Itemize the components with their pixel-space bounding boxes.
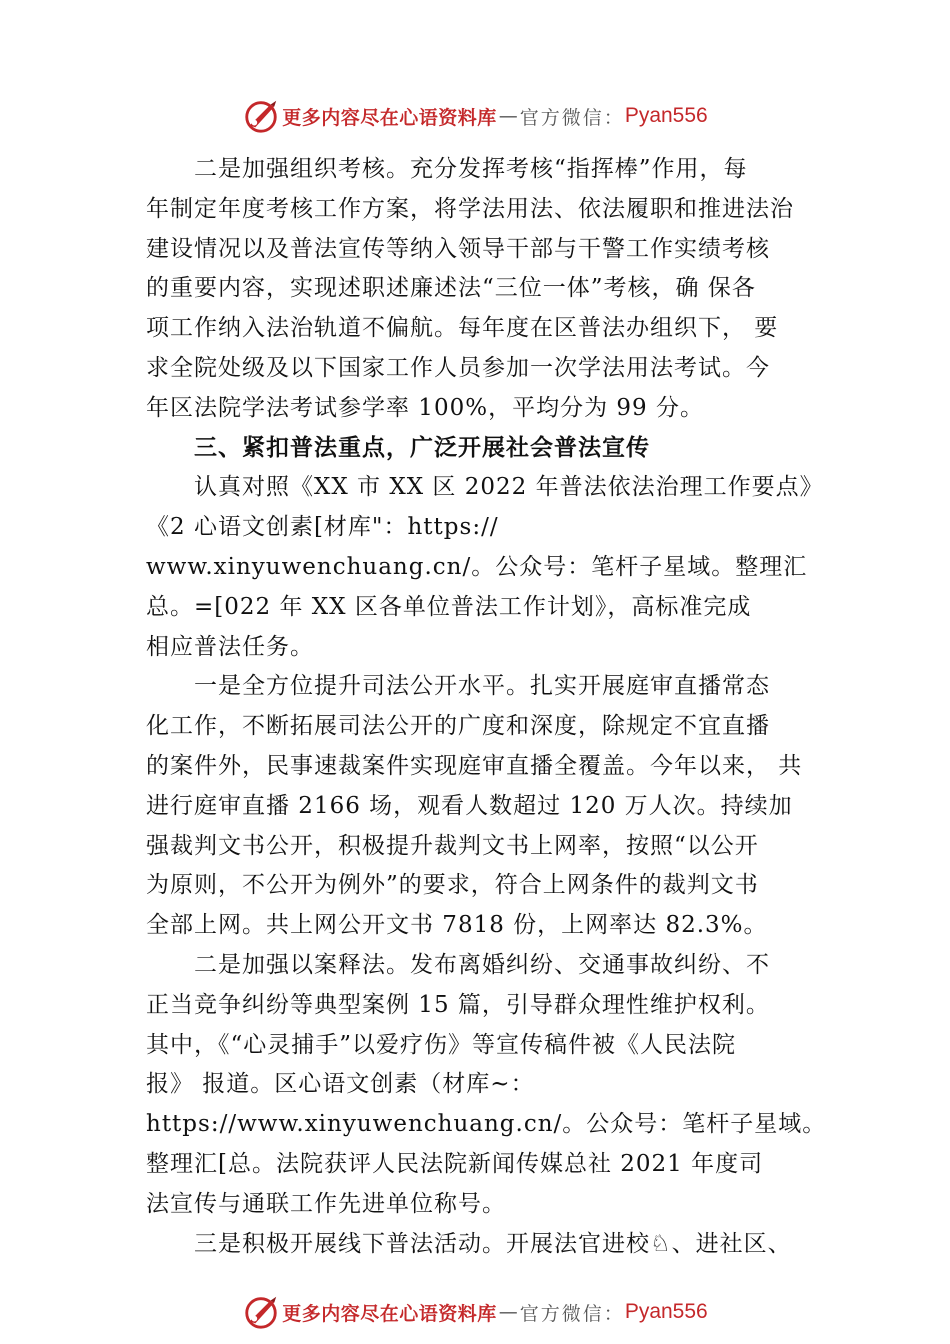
document-body (146, 150, 826, 1264)
header-watermark-banner (0, 94, 950, 138)
text-line: 年制定年度考核工作方案，将学法用法、依法履职和推进法治 (146, 195, 794, 222)
text-line: 其中，《“心灵捕手”以爱疗伤》等宣传稿件被《人民法院 (146, 1031, 737, 1058)
footer-watermark-banner (0, 1290, 950, 1334)
text-line: 求全院处级及以下国家工作人员参加一次学法用法考试。今 (146, 354, 770, 381)
banner-main-text: 更多内容尽在心语资料库 (282, 106, 497, 129)
banner-main-text: 更多内容尽在心语资料库 (282, 1302, 497, 1325)
text-line: www.xinyuwenchuang.cn/。公众号：笔杆子星域。整理汇 (146, 553, 808, 580)
text-line: 强裁判文书公开，积极提升裁判文书上网率，按照“以公开 (146, 832, 759, 859)
text-line: 总。=[022 年 XX 区各单位普法工作计划》，高标准完成 (146, 593, 752, 620)
banner-dash: — (498, 105, 518, 127)
text-line: 进行庭审直播 2166 场，观看人数超过 120 万人次。持续加 (146, 792, 793, 819)
banner-wechat-id: Pyan556 (624, 1300, 708, 1323)
text-line: 二是加强以案释法。发布离婚纠纷、交通事故纠纷、不 (146, 951, 770, 978)
text-line: 三是积极开展线下普法活动。开展法官进校♘、进社区、 (146, 1230, 792, 1257)
banner-wechat-label: 官方微信： (519, 106, 625, 129)
text-line: 《2 心语文创素[材库"：https:// (146, 514, 499, 541)
text-line: 整理汇[总。法院获评人民法院新闻传媒总社 2021 年度司 (146, 1150, 764, 1177)
text-line: 化工作，不断拓展司法公开的广度和深度，除规定不宜直播 (146, 713, 770, 740)
pen-seal-logo-icon (242, 97, 280, 135)
text-line: 的重要内容，实现述职述廉述法“三位一体”考核，确 保各 (146, 275, 756, 302)
text-line: 报》 报道。区心语文创素（材库~： (146, 1071, 535, 1098)
banner-wechat-id: Pyan556 (624, 104, 708, 127)
text-line: 一是全方位提升司法公开水平。扎实开展庭审直播常态 (146, 673, 770, 700)
pen-seal-logo-icon (242, 1293, 280, 1331)
text-line: 认真对照《XX 市 XX 区 2022 年普法依法治理工作要点》 (146, 474, 824, 501)
text-line: 建设情况以及普法宣传等纳入领导干部与干警工作实绩考核 (146, 235, 770, 262)
banner-dash: — (498, 1301, 518, 1323)
text-line: 年区法院学法考试参学率 100%，平均分为 99 分。 (146, 394, 704, 421)
text-line: 二是加强组织考核。充分发挥考核“指挥棒”作用，每 (146, 156, 748, 182)
text-line: 项工作纳入法治轨道不偏航。每年度在区普法办组织下， 要 (146, 315, 779, 342)
text-line: 全部上网。共上网公开文书 7818 份，上网率达 82.3%。 (146, 912, 768, 939)
text-line: 相应普法任务。 (146, 633, 314, 660)
text-line: https://www.xinyuwenchuang.cn/。公众号：笔杆子星域。 (146, 1111, 827, 1138)
text-line: 正当竞争纠纷等典型案例 15 篇，引导群众理性维护权利。 (146, 991, 770, 1018)
banner-wechat-label: 官方微信： (519, 1302, 625, 1325)
section-heading: 三、紧扣普法重点，广泛开展社会普法宣传 (146, 434, 650, 461)
text-line: 法宣传与通联工作先进单位称号。 (146, 1190, 506, 1217)
text-line: 的案件外，民事速裁案件实现庭审直播全覆盖。今年以来， 共 (146, 752, 803, 779)
text-line: 为原则，不公开为例外”的要求，符合上网条件的裁判文书 (146, 872, 759, 899)
